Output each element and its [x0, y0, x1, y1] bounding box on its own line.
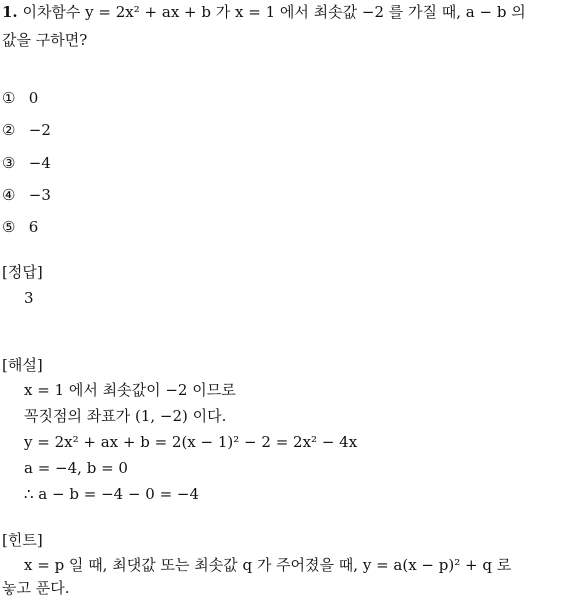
explanation-line-3: y = 2x² + ax + b = 2(x − 1)² − 2 = 2x² − 4x [24, 433, 358, 451]
option-value: −4 [28, 154, 51, 172]
hint-line-1: x = p 일 때, 최댓값 또는 최솟값 q 가 주어졌을 때, y = a(x − p)² + q 로 [24, 556, 512, 574]
option-marker: ③ [2, 154, 16, 172]
hint-line-2: 놓고 푼다. [2, 579, 70, 597]
option-value: 6 [28, 218, 39, 236]
answer-value: 3 [24, 289, 34, 307]
explanation-line-4: a = −4, b = 0 [24, 459, 128, 477]
option-marker: ② [2, 121, 16, 139]
option-marker: ④ [2, 186, 16, 204]
option-5[interactable] [2, 217, 38, 237]
option-4[interactable] [2, 185, 51, 205]
option-2[interactable] [2, 120, 51, 140]
question-line-1 [2, 2, 526, 22]
option-value: 0 [28, 89, 39, 107]
option-3[interactable] [2, 153, 51, 173]
hint-label: [힌트] [2, 531, 43, 549]
option-marker: ① [2, 89, 16, 107]
explanation-line-2: 꼭짓점의 좌표가 (1, −2) 이다. [24, 407, 227, 425]
explanation-label: [해설] [2, 356, 43, 374]
option-1[interactable] [2, 88, 38, 108]
option-value: −3 [28, 186, 51, 204]
answer-label: [정답] [2, 263, 43, 281]
explanation-line-5: ∴ a − b = −4 − 0 = −4 [24, 485, 200, 503]
option-value: −2 [28, 121, 51, 139]
explanation-line-1: x = 1 에서 최솟값이 −2 이므로 [24, 381, 236, 399]
question-number: 1. [2, 3, 18, 21]
question-text: 이차함수 y = 2x² + ax + b 가 x = 1 에서 최솟값 −2 를 가질 때, a − b 의 [22, 3, 526, 21]
option-marker: ⑤ [2, 218, 16, 236]
question-line-2: 값을 구하면? [2, 31, 88, 49]
